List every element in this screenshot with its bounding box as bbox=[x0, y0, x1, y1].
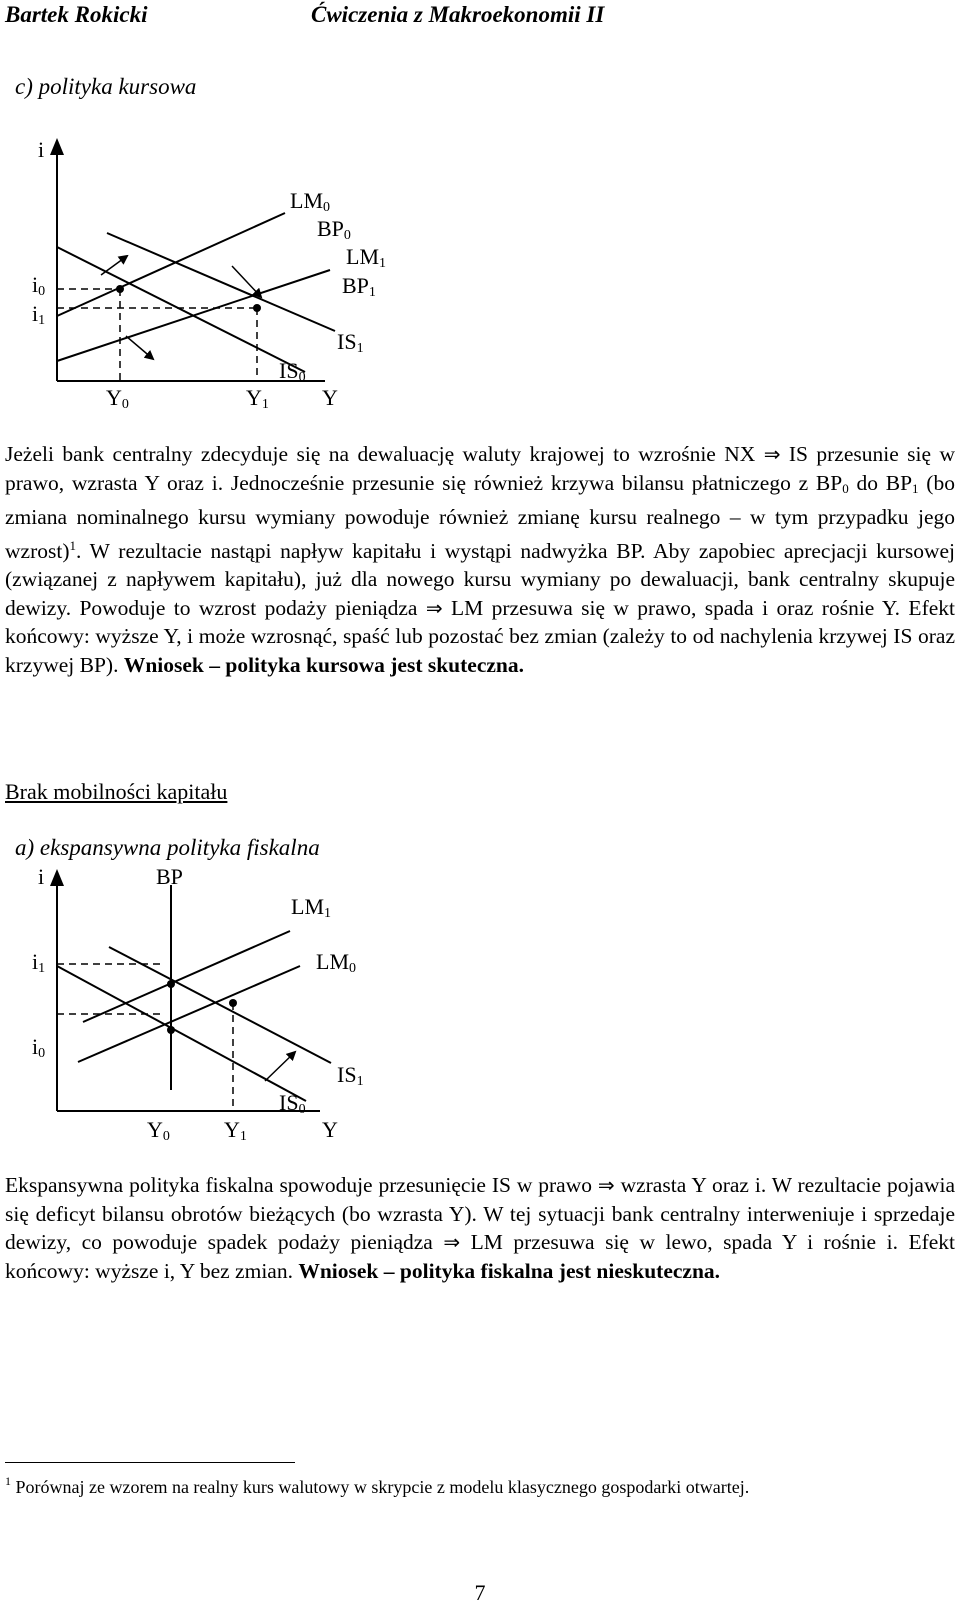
axis-label-i: i bbox=[38, 137, 45, 162]
axis-label-i: i bbox=[38, 864, 45, 889]
equilibrium-e0 bbox=[167, 1026, 175, 1034]
implies-arrow: ⇒ bbox=[425, 595, 443, 620]
label-y1: $Y_1$ bbox=[224, 1117, 247, 1144]
label-i0: $i_0$ bbox=[32, 272, 46, 299]
label-bp1: $BP_1$ bbox=[342, 273, 376, 300]
section-brak-heading: Brak mobilności kapitału bbox=[5, 779, 228, 804]
label-i1: $i_1$ bbox=[32, 301, 46, 328]
label-lm1: $LM_1$ bbox=[291, 894, 331, 921]
label-lm0: $LM_0$ bbox=[316, 949, 356, 976]
section-a-paragraph: Ekspansywna polityka fiskalna spowoduje przesunięcie IS w prawo ⇒ wzrasta Y oraz i. W rezultacie pojawia się deficyt bilansu obrotów bieżących (bo wzrasta Y). W tej sytuacji bank centralny interweniuje i sprzedaje dewizy, co powoduje spadek podaży pieniądza ⇒ LM przesuwa się w lewo, spada Y i rośnie i. Efekt końcowy: wyższe i, Y bez zmian. Wniosek – polityka fiskalna jest nieskuteczna. bbox=[5, 1173, 956, 1283]
shift-arrow bbox=[265, 1052, 295, 1081]
footnote: $^1$ Porównaj ze wzorem na realny kurs walutowy w skrypcie z modelu klasycznego gospodarki otwartej. bbox=[5, 1474, 750, 1497]
label-y1: $Y_1$ bbox=[246, 385, 269, 412]
implies-arrow: ⇒ bbox=[443, 1230, 461, 1254]
implies-arrow: ⇒ bbox=[763, 442, 781, 466]
axis-label-y: Y bbox=[322, 385, 338, 410]
page-number: 7 bbox=[474, 1580, 486, 1605]
section-c-conclusion: Wniosek – polityka kursowa jest skuteczna. bbox=[123, 652, 525, 677]
header-author: Bartek Rokicki bbox=[5, 2, 148, 27]
section-a-conclusion: Wniosek – polityka fiskalna jest nieskuteczna. bbox=[298, 1258, 721, 1283]
curve-lm1 bbox=[83, 931, 290, 1022]
curve-is0 bbox=[57, 966, 306, 1101]
equilibrium-temp bbox=[229, 999, 237, 1007]
section-a-heading: a) ekspansywna polityka fiskalna bbox=[15, 835, 320, 860]
label-lm0: $LM_0$ bbox=[290, 188, 330, 215]
label-y0: $Y_0$ bbox=[147, 1117, 170, 1144]
label-bp: BP bbox=[156, 864, 183, 889]
header-title: Ćwiczenia z Makroekonomii II bbox=[311, 2, 605, 27]
label-bp0: $BP_0$ bbox=[317, 216, 351, 243]
implies-arrow: ⇒ bbox=[597, 1173, 615, 1197]
equilibrium-e1 bbox=[167, 980, 175, 988]
section-c-heading: c) polityka kursowa bbox=[15, 74, 197, 99]
label-lm1: $LM_1$ bbox=[346, 244, 386, 271]
label-y0: $Y_0$ bbox=[106, 385, 129, 412]
label-is1: $IS_1$ bbox=[337, 329, 364, 356]
footnote-separator bbox=[5, 1462, 295, 1463]
label-i1: $i_1$ bbox=[32, 949, 46, 976]
label-i0: $i_0$ bbox=[32, 1034, 46, 1061]
section-c-paragraph: Jeżeli bank centralny zdecyduje się na dewaluację waluty krajowej to wzrośnie NX ⇒ IS przesunie się w prawo, wzrasta Y oraz i. Jednocześnie przesunie się również krzywa bilansu płatniczego z $BP_0$ do $BP_1$ (bo zmiana nominalnego kursu wymiany powoduje również zmianę kursu realnego – w tym przypadku jego wzrost)$^1$. W rezultacie nastąpi napływ kapitału i wystąpi nadwyżka BP. Aby zapobiec aprecjacji kursowej (związanej z napływem kapitału), już dla nowego kursu wymiany po dewaluacji, bank centralny skupuje dewizy. Powoduje to wzrost podaży pieniądza ⇒ LM przesuwa się w prawo, spada i oraz rośnie Y. Efekt końcowy: wyższe Y, i może wzrosnąć, spaść lub pozostać bez zmian (zależy to od nachylenia krzywej IS oraz krzywej BP). Wniosek – polityka kursowa jest skuteczna. bbox=[5, 442, 955, 677]
axis-label-y: Y bbox=[322, 1117, 338, 1142]
label-is1: $IS_1$ bbox=[337, 1062, 364, 1089]
footnote-ref: 1 bbox=[69, 537, 76, 553]
label-is0: $IS_0$ bbox=[279, 1090, 306, 1117]
label-is0: $IS_0$ bbox=[279, 358, 306, 385]
y-axis-arrowhead bbox=[50, 869, 64, 886]
